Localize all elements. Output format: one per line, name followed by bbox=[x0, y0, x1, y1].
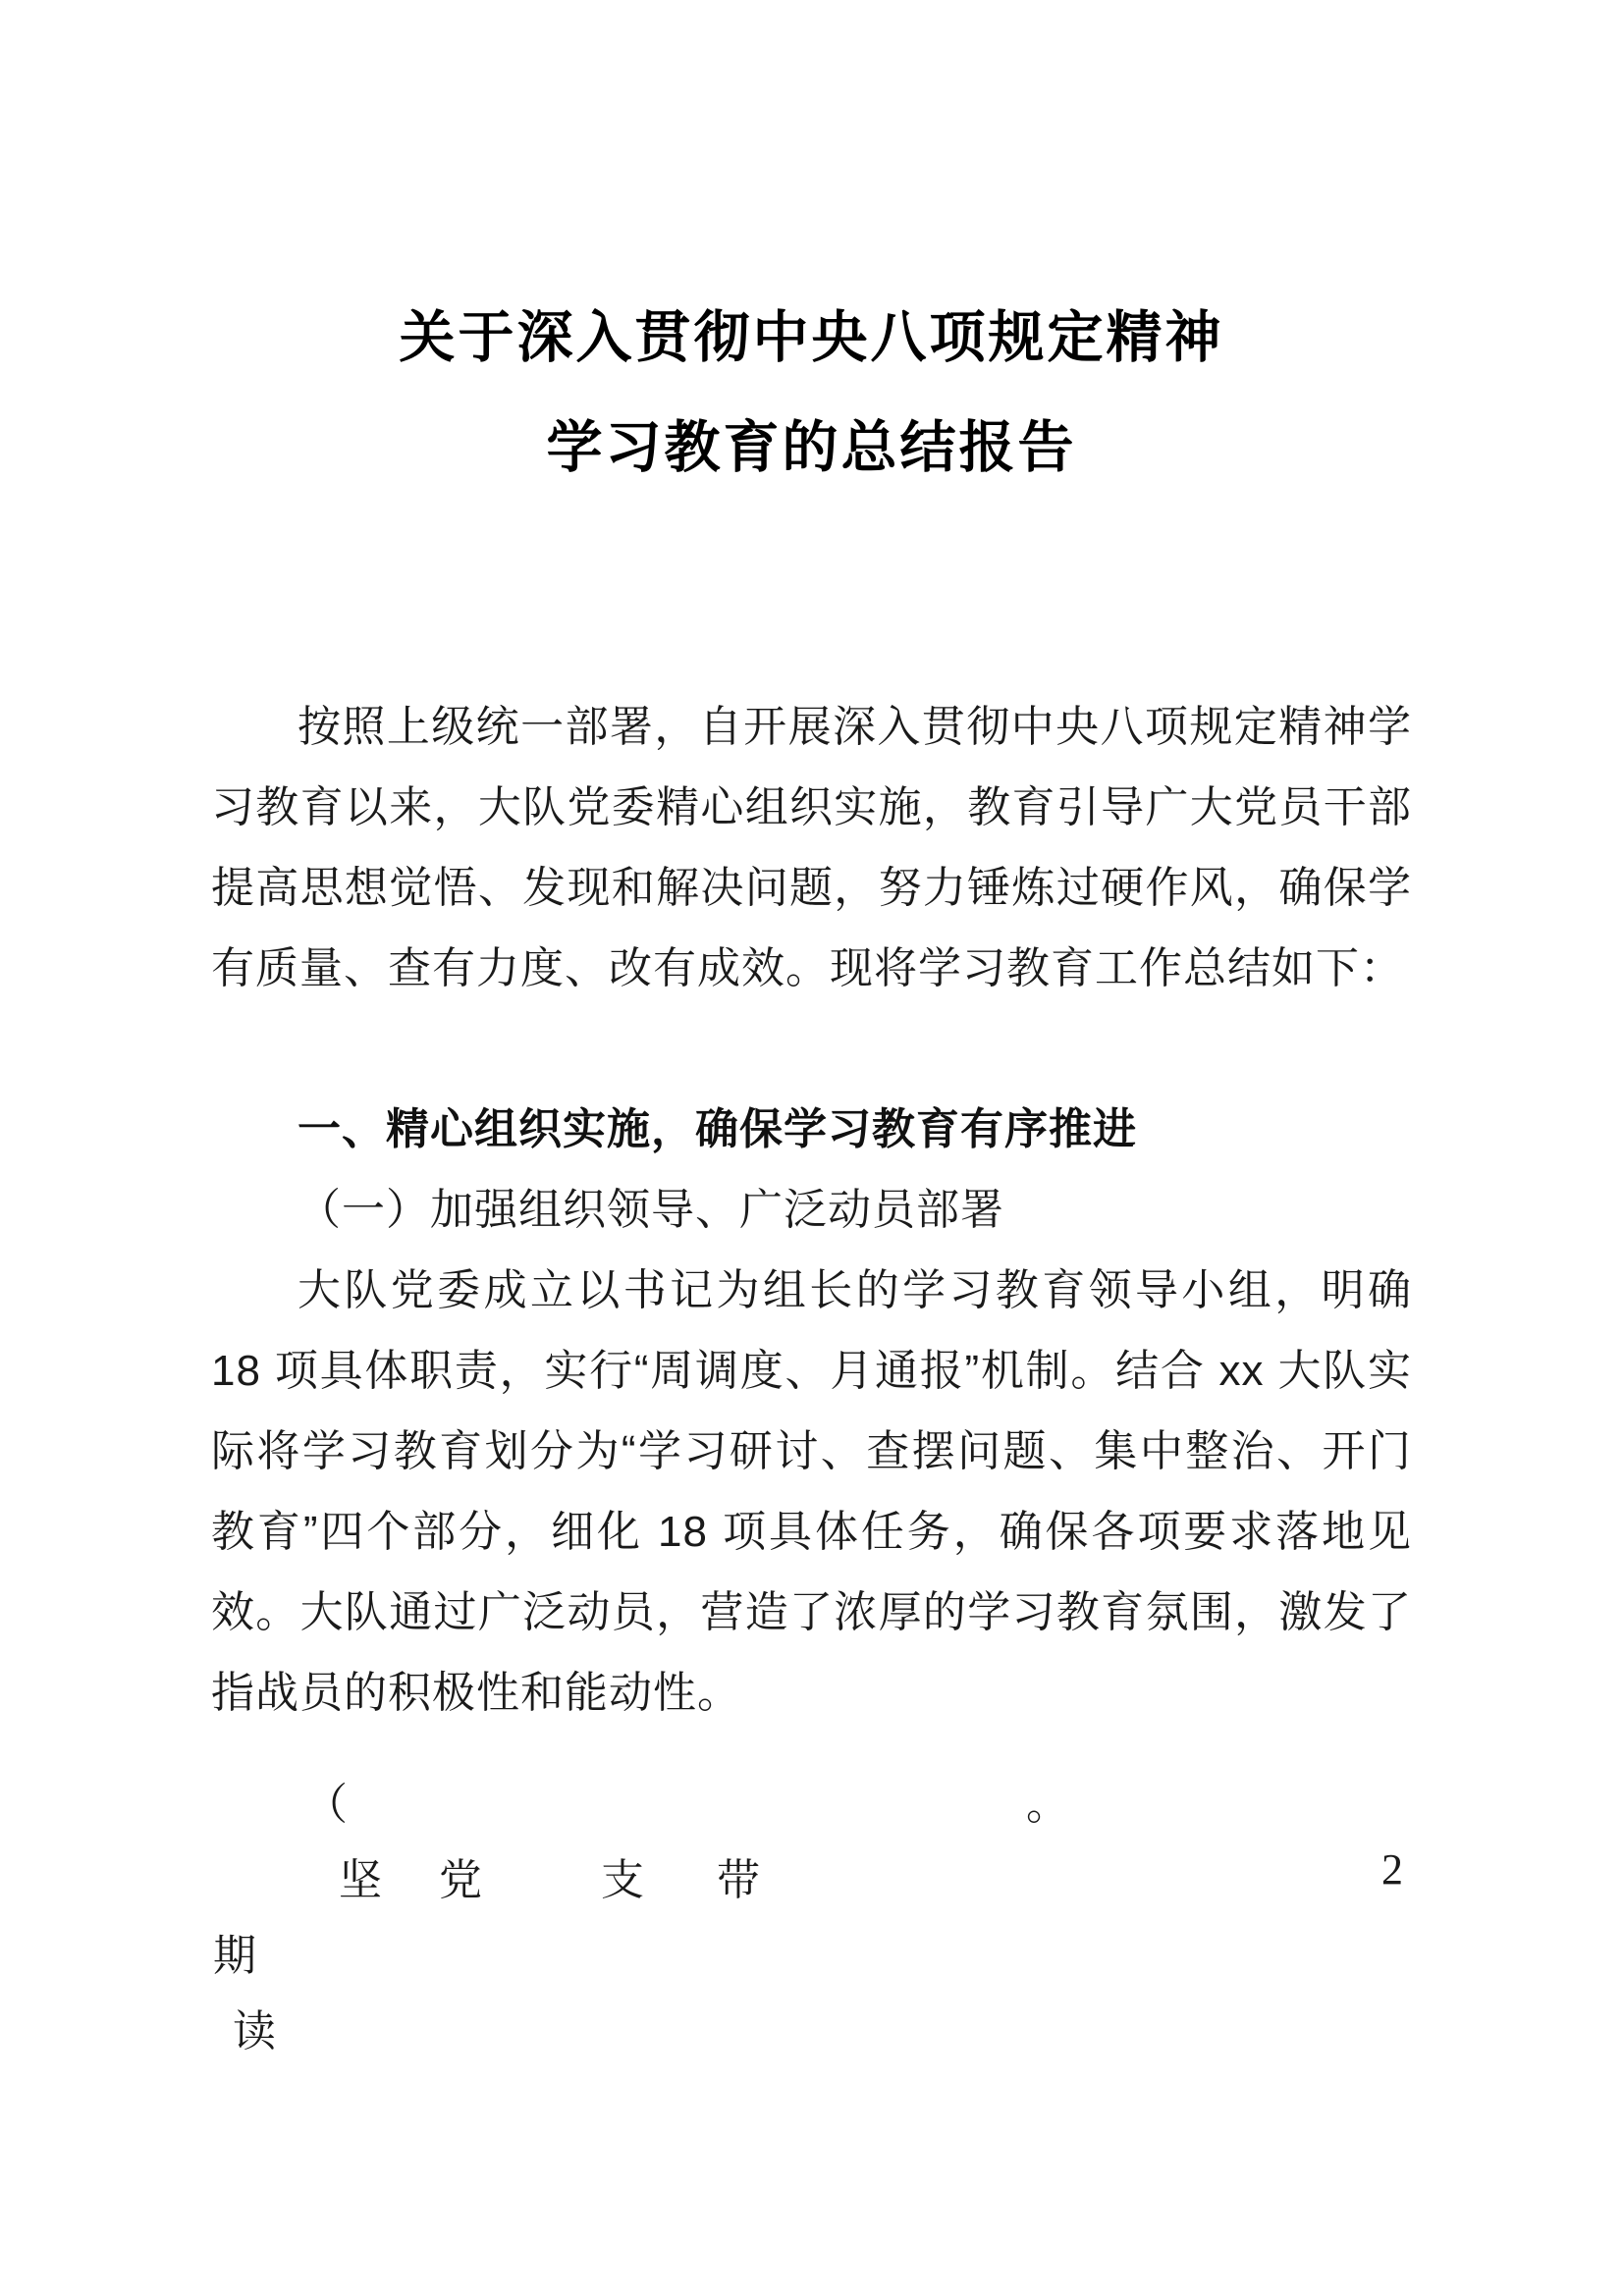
fragment-char-zhi: 支 bbox=[601, 1856, 645, 1904]
intro-paragraph: 按照上级统一部署，自开展深入贯彻中央八项规定精神学习教育以来，大队党委精心组织实施，教育引导广大党员干部提高思想觉悟、发现和解决问题，努力锤炼过硬作风，确保学有质量、查有力度、改有成效。现将学习教育工作总结如下： bbox=[211, 703, 1412, 992]
fragment-line-2 bbox=[211, 1844, 1412, 1920]
page-number: 2 bbox=[1381, 1845, 1404, 1894]
truncated-text-fragment bbox=[211, 1769, 1412, 2071]
fragment-char-dang: 党 bbox=[439, 1856, 483, 1904]
document-title bbox=[211, 283, 1412, 503]
subsection-1-heading: （一）加强组织领导、广泛动员部署 bbox=[298, 1186, 1004, 1234]
fragment-line-1 bbox=[211, 1769, 1412, 1844]
section-1-paragraph: 大队党委成立以书记为组长的学习教育领导小组，明确 18 项具体职责，实行“周调度、月通报”机制。结合 xx 大队实际将学习教育划分为“学习研讨、查摆问题、集中整治、开门教育”四个部分，细化 18 项具体任务，确保各项要求落地见效。大队通过广泛动员，营造了浓厚的学习教育氛围，激发了指战员的积极性和能动性。 bbox=[211, 1266, 1412, 1717]
fragment-char-du: 读 bbox=[233, 2007, 277, 2056]
fragment-char-jian: 坚 bbox=[339, 1856, 383, 1904]
fragment-open-paren: （ bbox=[304, 1781, 349, 1829]
document-title-line2: 学习教育的总结报告 bbox=[546, 416, 1077, 479]
fragment-line-4 bbox=[211, 1996, 1412, 2071]
section-1-heading: 一、精心组织实施，确保学习教育有序推进 bbox=[298, 1105, 1137, 1153]
fragment-char-dai: 带 bbox=[717, 1856, 761, 1904]
fragment-char-qi: 期 bbox=[213, 1932, 257, 1980]
document-title-line1: 关于深入贯彻中央八项规定精神 bbox=[399, 306, 1224, 369]
fragment-period: 。 bbox=[1026, 1781, 1070, 1829]
fragment-line-3 bbox=[211, 1920, 1412, 1996]
